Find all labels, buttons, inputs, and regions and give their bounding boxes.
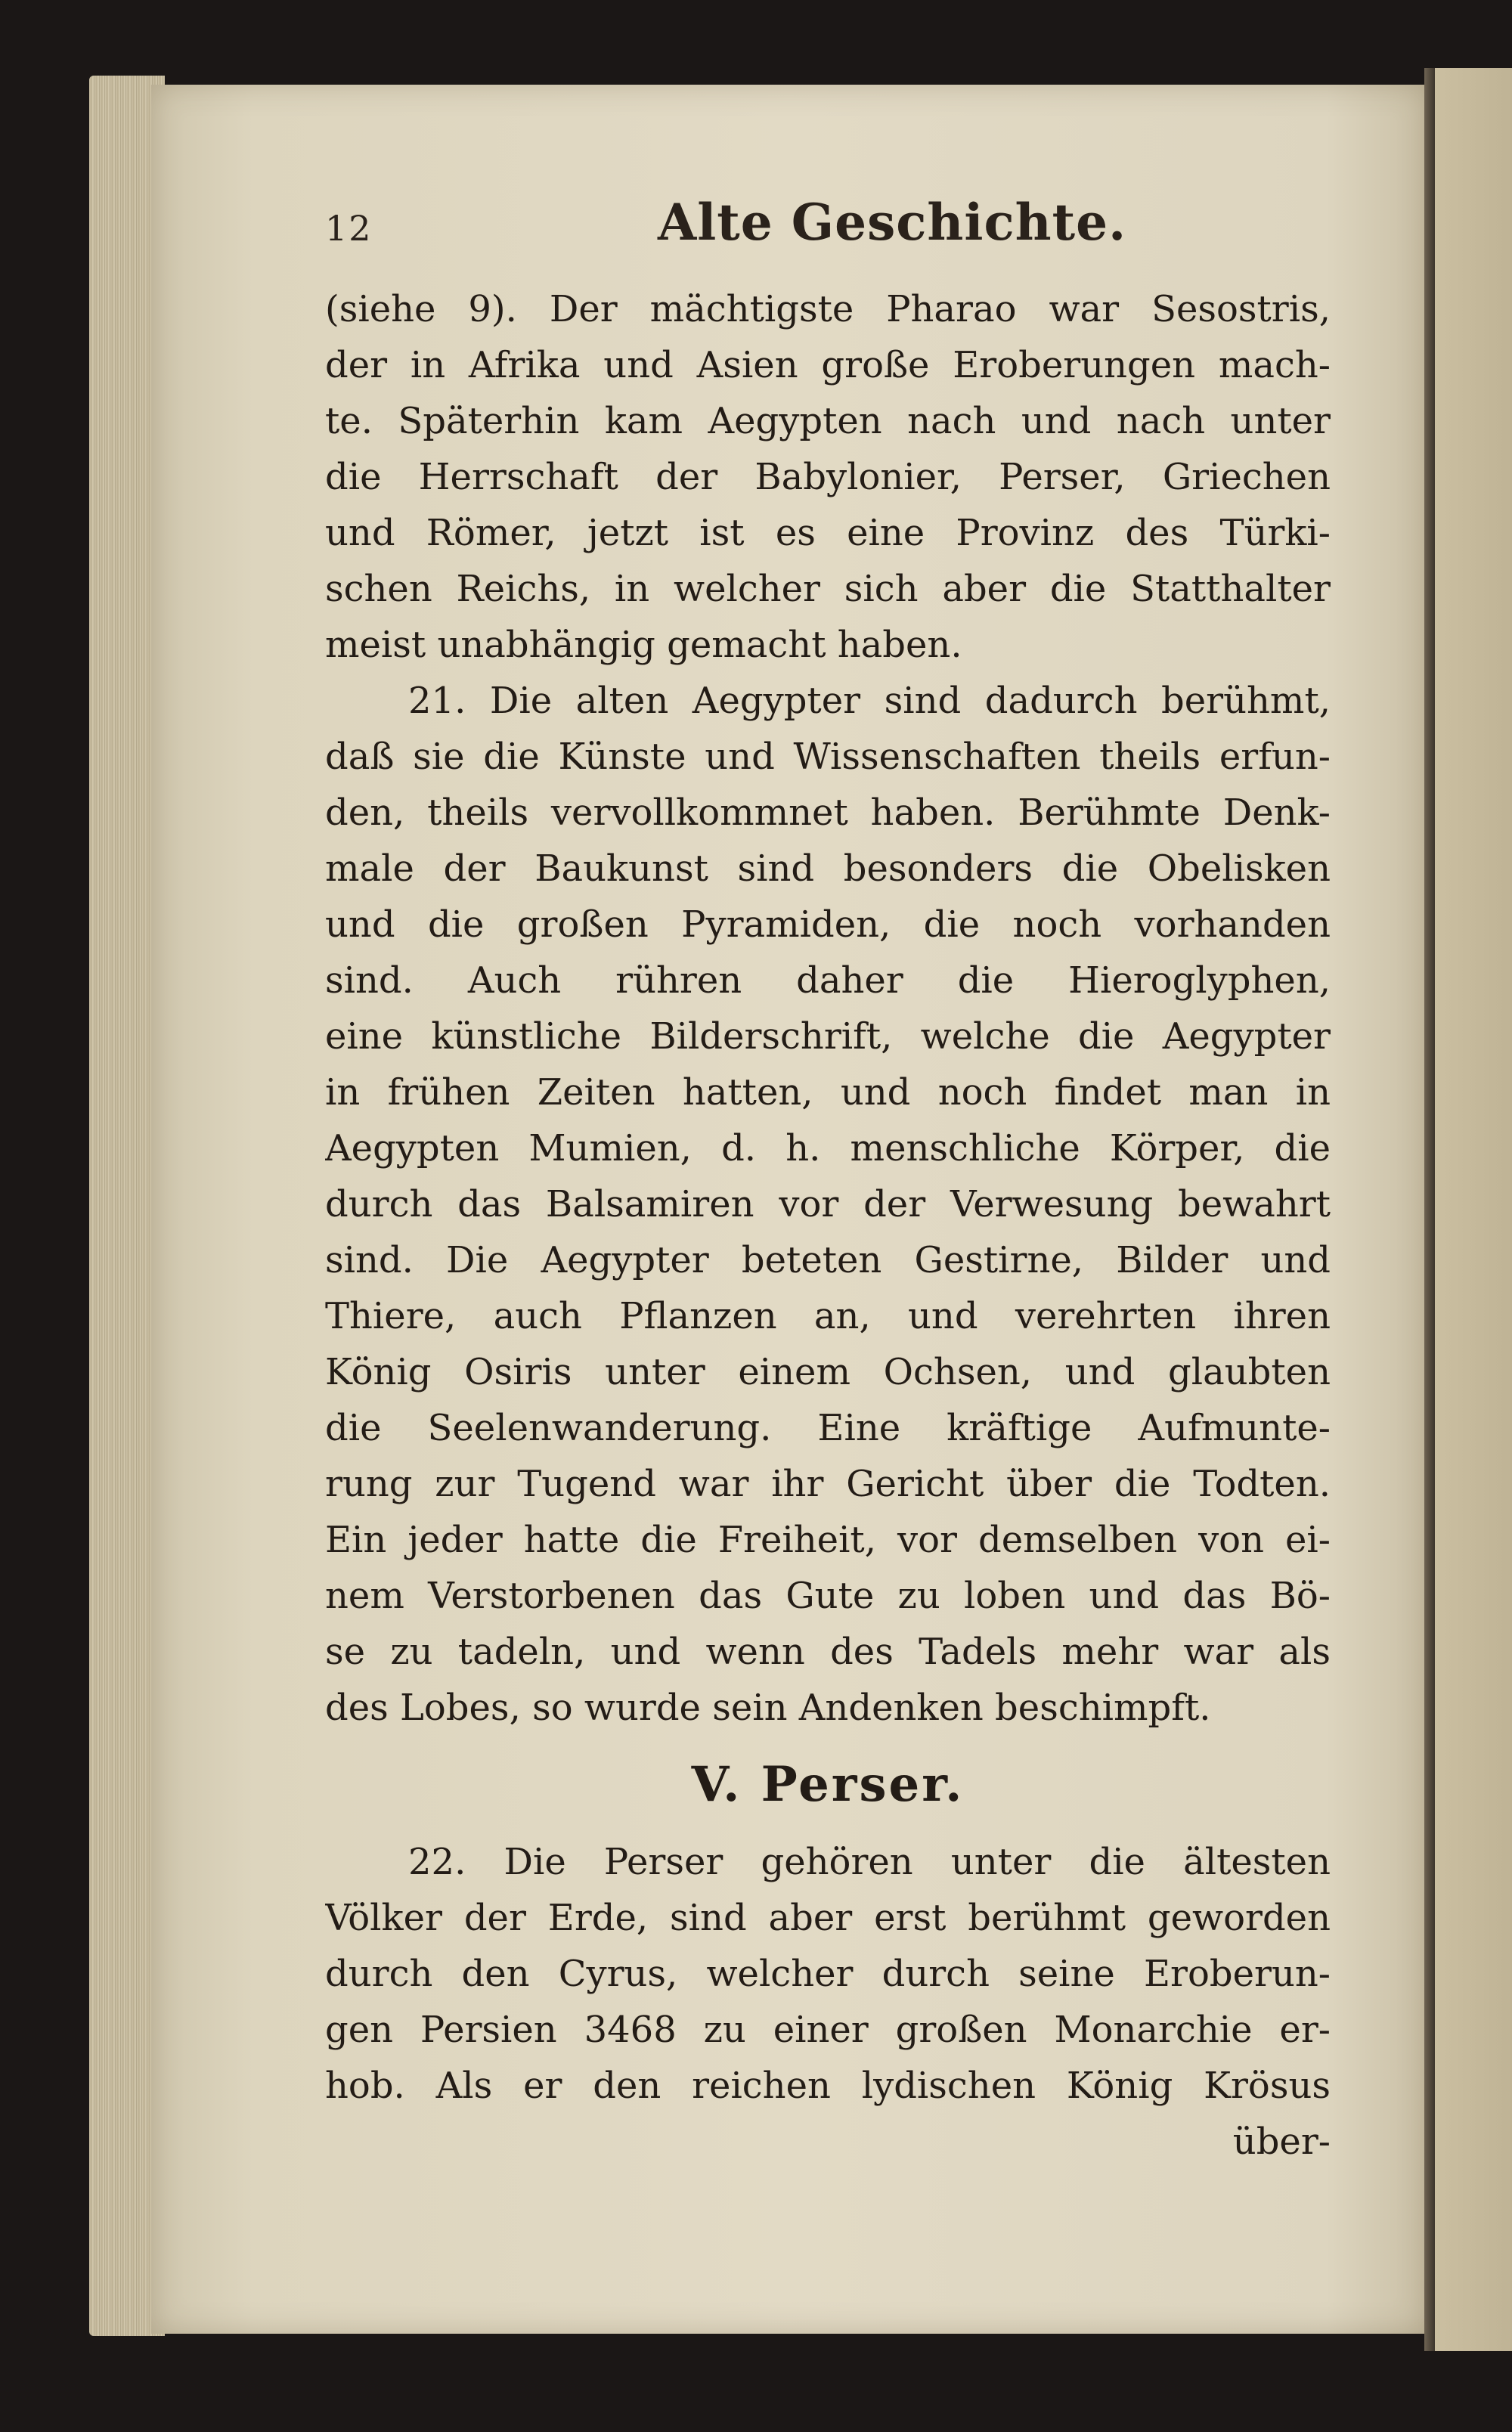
text-line: rung zur Tugend war ihr Gericht über die Todten. [325,1463,1331,1505]
paragraph-21 [325,673,1331,1736]
book-spine [1424,68,1435,2351]
text-line: male der Baukunst sind besonders die Obelisken [325,847,1331,890]
text-line: die Herrschaft der Babylonier, Perser, Griechen [325,456,1331,498]
running-title: Alte Geschichte. [658,193,1127,252]
text-line: durch das Balsamiren vor der Verwesung bewahrt [325,1183,1331,1225]
text-line: eine künstliche Bilderschrift, welche die Aegypter [325,1015,1331,1058]
page-number: 12 [325,208,373,249]
section-heading: V. Perser. [691,1756,965,1813]
text-line: des Lobes, so wurde sein Andenken beschimpft. [325,1687,1211,1729]
text-line: den, theils vervollkommnet haben. Berühmte Denk- [325,792,1331,834]
text-line: Völker der Erde, sind aber erst berühmt geworden [325,1897,1331,1939]
text-line: der in Afrika und Asien große Eroberungen mach- [325,344,1331,386]
text-line: nem Verstorbenen das Gute zu loben und das Bö- [325,1575,1331,1617]
page-header [325,185,1399,253]
text-line: schen Reichs, in welcher sich aber die Statthalter [325,568,1331,610]
text-line: und Römer, jetzt ist es eine Provinz des Türki- [325,512,1331,554]
text-line: sind. Auch rühren daher die Hieroglyphen, [325,959,1331,1002]
text-line: in frühen Zeiten hatten, und noch findet man in [325,1071,1331,1114]
body-text [325,281,1331,2170]
text-line: Aegypten Mumien, d. h. menschliche Körper, die [325,1127,1331,1170]
text-line: und die großen Pyramiden, die noch vorhanden [325,903,1331,946]
text-line: meist unabhängig gemacht haben. [325,624,962,666]
text-line: 22. Die Perser gehören unter die ältesten [408,1841,1331,1883]
text-line: se zu tadeln, und wenn des Tadels mehr war als [325,1631,1331,1673]
text-line: te. Späterhin kam Aegypten nach und nach unter [325,400,1331,442]
paragraph-22 [325,1834,1331,2114]
text-line: Thiere, auch Pflanzen an, und verehrten ihren [325,1295,1331,1337]
text-line: (siehe 9). Der mächtigste Pharao war Sesostris, [325,288,1331,330]
text-line: König Osiris unter einem Ochsen, und glaubten [325,1351,1331,1393]
paragraph-20-end [325,281,1331,673]
facing-page-edge [1435,68,1512,2351]
text-line: daß sie die Künste und Wissenschaften theils erfun- [325,736,1331,778]
text-line: durch den Cyrus, welcher durch seine Eroberun- [325,1953,1331,1995]
text-line: sind. Die Aegypter beteten Gestirne, Bilder und [325,1239,1331,1281]
text-line: die Seelenwanderung. Eine kräftige Aufmunte- [325,1407,1331,1449]
catchword: über- [1232,2121,1331,2163]
text-line: 21. Die alten Aegypter sind dadurch berühmt, [408,680,1331,722]
text-line: hob. Als er den reichen lydischen König Krösus [325,2065,1331,2107]
text-line: gen Persien 3468 zu einer großen Monarchie er- [325,2009,1331,2051]
text-line: Ein jeder hatte die Freiheit, vor demselben von ei- [325,1519,1331,1561]
